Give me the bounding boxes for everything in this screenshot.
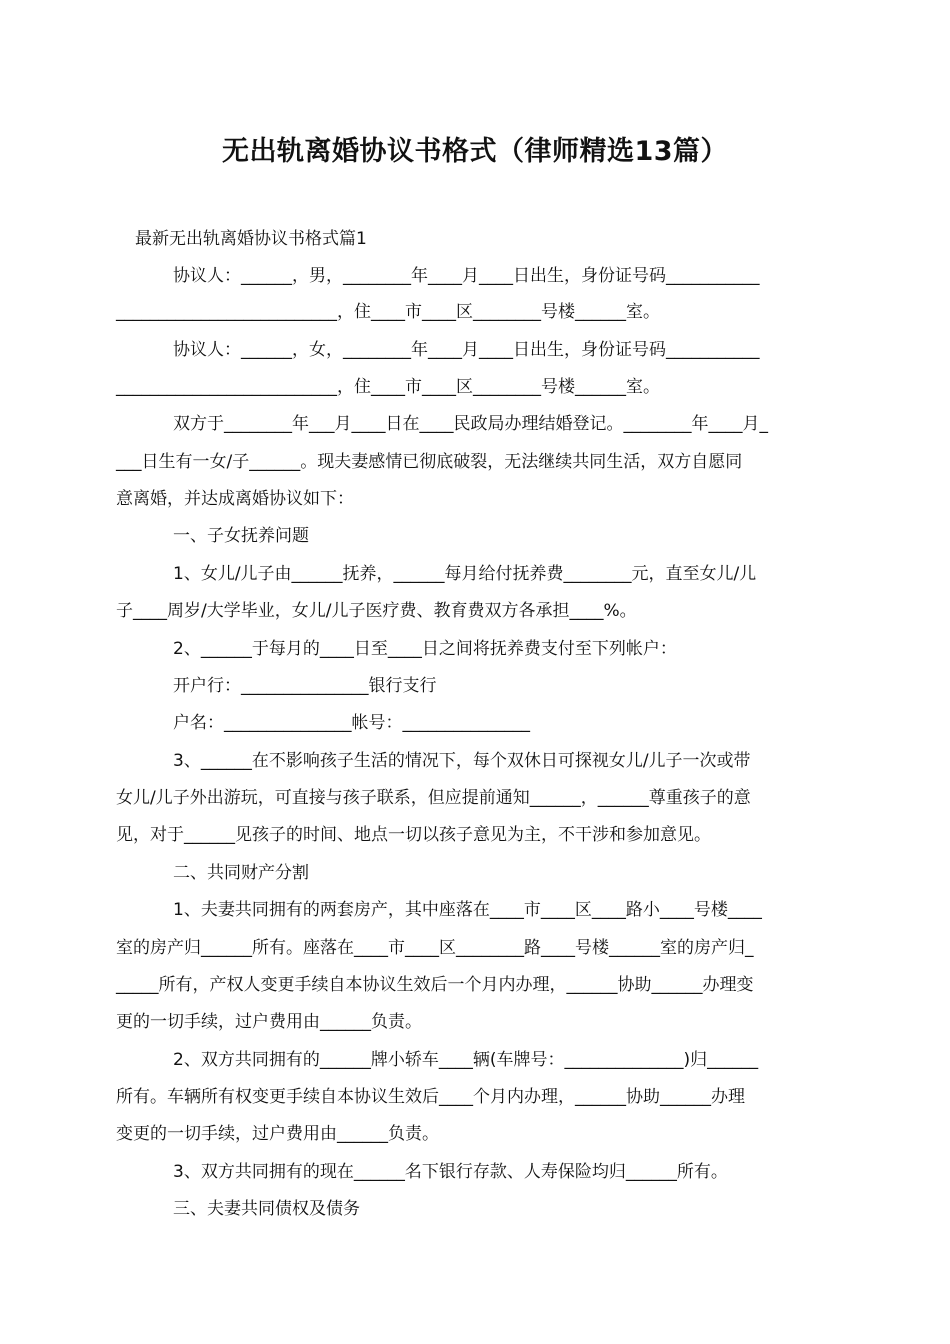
paragraph-line: 开户行：_______________银行支行: [173, 676, 437, 696]
paragraph-line: 1、夫妻共同拥有的两套房产，其中座落在____市____区____路小____号楼____: [173, 900, 762, 920]
paragraph-line: 女儿/儿子外出游玩，可直接与孩子联系，但应提前通知______，______尊重孩子的意: [116, 788, 751, 808]
section-heading: 二、共同财产分割: [173, 863, 309, 883]
section-heading: 一、子女抚养问题: [173, 526, 309, 546]
paragraph-line: 3、双方共同拥有的现在______名下银行存款、人寿保险均归______所有。: [173, 1162, 728, 1182]
paragraph-line: ___日生有一女/子______。现夫妻感情已彻底破裂，无法继续共同生活，双方自愿同: [116, 452, 743, 472]
paragraph-line: 双方于________年___月____日在____民政局办理结婚登记。________年____月_: [173, 414, 768, 434]
paragraph-line: 室的房产归______所有。座落在____市____区________路____号楼______室的房产归_: [116, 938, 754, 958]
paragraph-line: 所有。车辆所有权变更手续自本协议生效后____个月内办理，______协助______办理: [116, 1087, 745, 1107]
paragraph-line: 变更的一切手续，过户费用由______负责。: [116, 1124, 439, 1144]
section-heading: 三、夫妻共同债权及债务: [173, 1199, 360, 1219]
paragraph-line: __________________________，住____市____区________号楼______室。: [116, 377, 660, 397]
paragraph-line: __________________________，住____市____区________号楼______室。: [116, 302, 660, 322]
paragraph-line: 1、女儿/儿子由______抚养，______每月给付抚养费________元，直至女儿/儿: [173, 564, 757, 584]
paragraph-line: 见，对于______见孩子的时间、地点一切以孩子意见为主，不干涉和参加意见。: [116, 825, 711, 845]
paragraph-line: 更的一切手续，过户费用由______负责。: [116, 1012, 422, 1032]
paragraph-line: 子____周岁/大学毕业，女儿/儿子医疗费、教育费双方各承担____%。: [116, 601, 637, 621]
paragraph-line: 意离婚，并达成离婚协议如下：: [116, 489, 354, 509]
paragraph-line: 协议人：______，女，________年____月____日出生，身份证号码___________: [173, 340, 760, 360]
paragraph-line: 协议人：______，男，________年____月____日出生，身份证号码___________: [173, 266, 760, 286]
paragraph-line: 2、双方共同拥有的______牌小轿车____辆(车牌号：______________)归______: [173, 1050, 759, 1070]
section-heading: 最新无出轨离婚协议书格式篇1: [135, 229, 367, 249]
paragraph-line: 3、______在不影响孩子生活的情况下，每个双休日可探视女儿/儿子一次或带: [173, 751, 751, 771]
paragraph-line: _____所有，产权人变更手续自本协议生效后一个月内办理，______协助______办理变: [116, 975, 754, 995]
paragraph-line: 户名：_______________帐号：_______________: [173, 713, 530, 733]
paragraph-line: 2、______于每月的____日至____日之间将抚养费支付至下列帐户：: [173, 639, 677, 659]
document-title: 无出轨离婚协议书格式（律师精选13篇）: [221, 136, 729, 167]
